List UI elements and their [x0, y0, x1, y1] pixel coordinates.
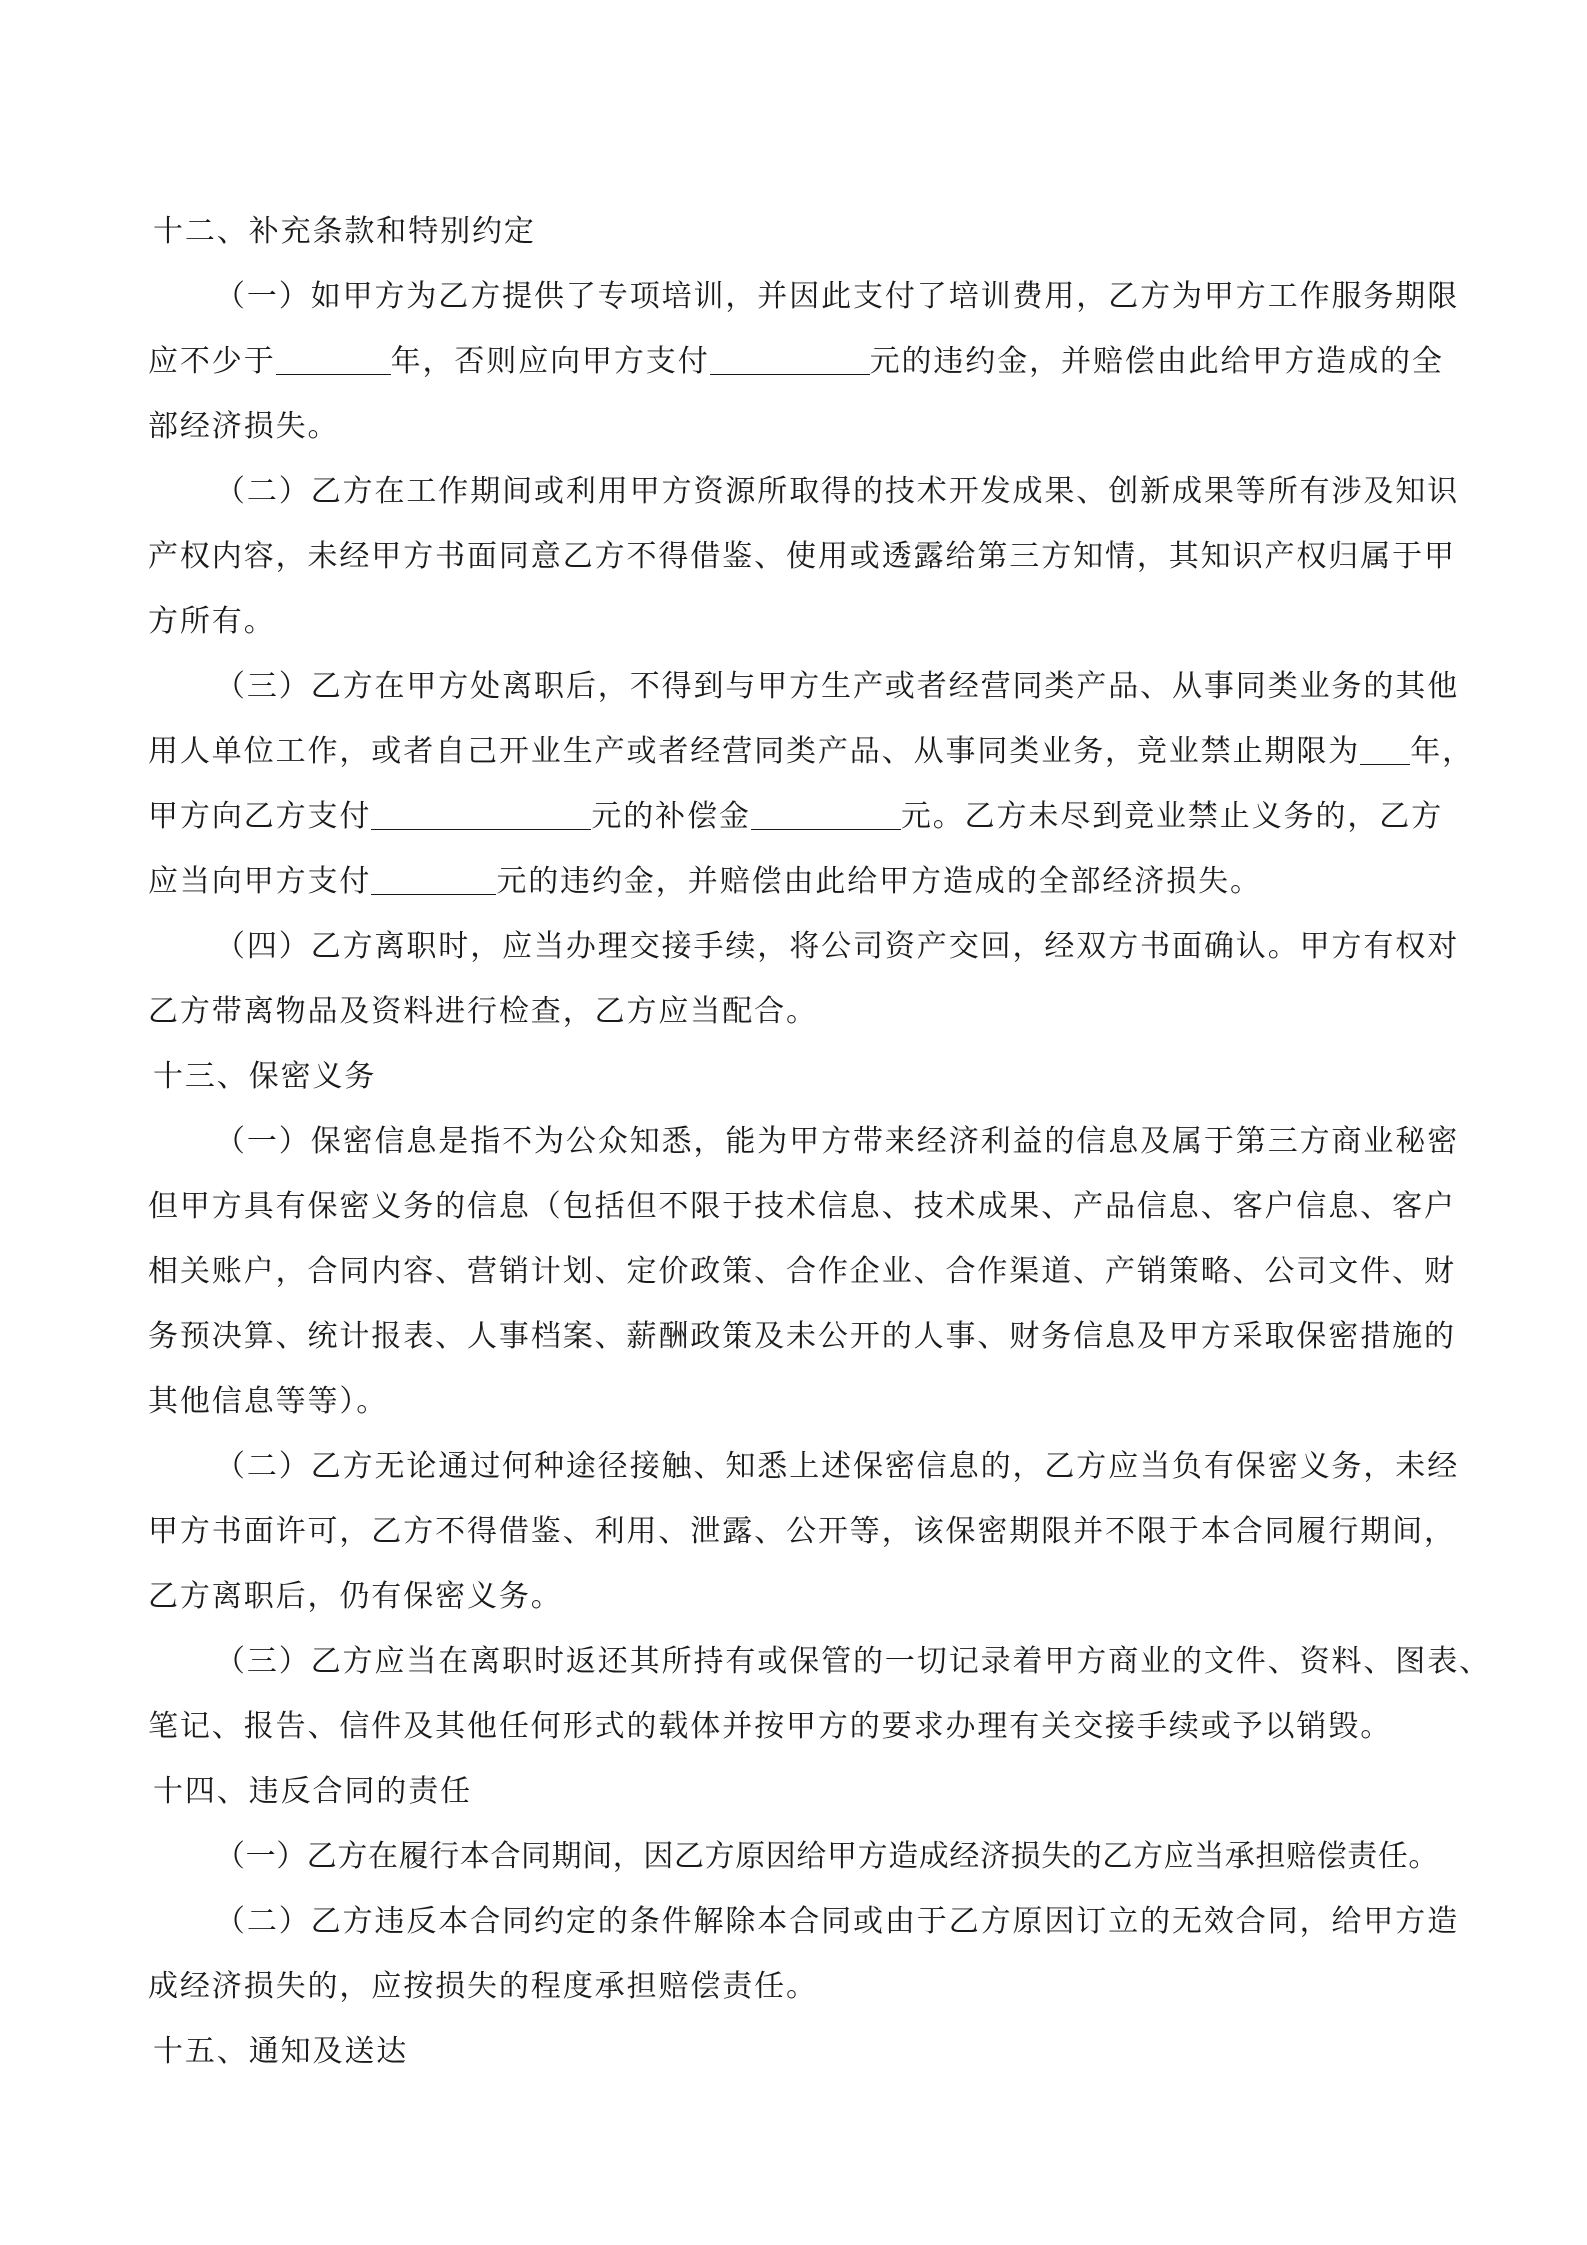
clause-12-3-line-4 — [148, 862, 1262, 902]
clause-12-2-line-3: 方所有。 — [148, 604, 276, 639]
section-heading-15: 十五、通知及送达 — [153, 2034, 409, 2069]
fill-in-blank-years[interactable] — [276, 344, 391, 375]
clause-text: 年，否则应向甲方支付 — [390, 344, 710, 379]
clause-text: 元。乙方未尽到竞业禁止义务的，乙方 — [900, 799, 1444, 834]
clause-14-2-line-1: （二）乙方违反本合同约定的条件解除本合同或由于乙方原因订立的无效合同，给甲方造 — [215, 1904, 1460, 1939]
clause-text: 应当向甲方支付 — [148, 864, 372, 899]
fill-in-blank-compensation[interactable] — [371, 799, 591, 830]
clause-13-1-line-4: 务预决算、统计报表、人事档案、薪酬政策及未公开的人事、财务信息及甲方采取保密措施的 — [148, 1319, 1456, 1354]
clause-13-3-line-1: （三）乙方应当在离职时返还其所持有或保管的一切记录着甲方商业的文件、资料、图表、 — [215, 1644, 1491, 1679]
clause-text: 用人单位工作，或者自己开业生产或者经营同类产品、从事同类业务，竞业禁止期限为 — [148, 734, 1361, 769]
clause-12-3-line-3 — [148, 797, 1443, 837]
clause-text: 元的补偿金 — [591, 799, 751, 834]
fill-in-blank-penalty-2[interactable] — [371, 864, 496, 895]
clause-text: 年， — [1410, 734, 1475, 769]
clause-14-1-line-1: （一）乙方在履行本合同期间，因乙方原因给甲方造成经济损失的乙方应当承担赔偿责任。 — [215, 1839, 1439, 1874]
clause-13-2-line-2: 甲方书面许可，乙方不得借鉴、利用、泄露、公开等，该保密期限并不限于本合同履行期间， — [148, 1514, 1456, 1549]
fill-in-blank-compensation-amount[interactable] — [751, 799, 901, 830]
clause-12-4-line-2: 乙方带离物品及资料进行检查，乙方应当配合。 — [148, 994, 818, 1029]
clause-text: 元的违约金，并赔偿由此给甲方造成的全部经济损失。 — [496, 864, 1262, 899]
clause-12-1-line-2 — [148, 342, 1444, 382]
clause-13-2-line-1: （二）乙方无论通过何种途径接触、知悉上述保密信息的，乙方应当负有保密义务，未经 — [215, 1449, 1460, 1484]
clause-13-1-line-5: 其他信息等等）。 — [148, 1384, 389, 1419]
clause-14-2-line-2: 成经济损失的，应按损失的程度承担赔偿责任。 — [148, 1969, 818, 2004]
clause-12-3-line-2 — [148, 732, 1474, 772]
clause-13-3-line-2: 笔记、报告、信件及其他任何形式的载体并按甲方的要求办理有关交接手续或予以销毁。 — [148, 1709, 1393, 1744]
clause-13-1-line-3: 相关账户，合同内容、营销计划、定价政策、合作企业、合作渠道、产销策略、公司文件、财 — [148, 1254, 1456, 1289]
clause-12-1-line-1: （一）如甲方为乙方提供了专项培训，并因此支付了培训费用，乙方为甲方工作服务期限 — [215, 279, 1460, 314]
clause-text: 甲方向乙方支付 — [148, 799, 372, 834]
clause-12-2-line-1: （二）乙方在工作期间或利用甲方资源所取得的技术开发成果、创新成果等所有涉及知识 — [215, 474, 1460, 509]
clause-13-2-line-3: 乙方离职后，仍有保密义务。 — [148, 1579, 563, 1614]
clause-12-3-line-1: （三）乙方在甲方处离职后，不得到与甲方生产或者经营同类产品、从事同类业务的其他 — [215, 669, 1460, 704]
section-heading-13: 十三、保密义务 — [153, 1059, 377, 1094]
clause-text: 应不少于 — [148, 344, 276, 379]
fill-in-blank-noncompete-years[interactable] — [1360, 734, 1410, 765]
clause-text: 元的违约金，并赔偿由此给甲方造成的全 — [869, 344, 1444, 379]
section-heading-12: 十二、补充条款和特别约定 — [153, 214, 536, 249]
clause-12-1-line-3: 部经济损失。 — [148, 409, 340, 444]
clause-13-1-line-2: 但甲方具有保密义务的信息（包括但不限于技术信息、技术成果、产品信息、客户信息、客户 — [148, 1189, 1456, 1224]
clause-13-1-line-1: （一）保密信息是指不为公众知悉，能为甲方带来经济利益的信息及属于第三方商业秘密 — [215, 1124, 1460, 1159]
clause-12-2-line-2: 产权内容，未经甲方书面同意乙方不得借鉴、使用或透露给第三方知情，其知识产权归属于甲 — [148, 539, 1456, 574]
fill-in-blank-penalty[interactable] — [710, 344, 870, 375]
clause-12-4-line-1: （四）乙方离职时，应当办理交接手续，将公司资产交回，经双方书面确认。甲方有权对 — [215, 929, 1460, 964]
section-heading-14: 十四、违反合同的责任 — [153, 1774, 472, 1809]
